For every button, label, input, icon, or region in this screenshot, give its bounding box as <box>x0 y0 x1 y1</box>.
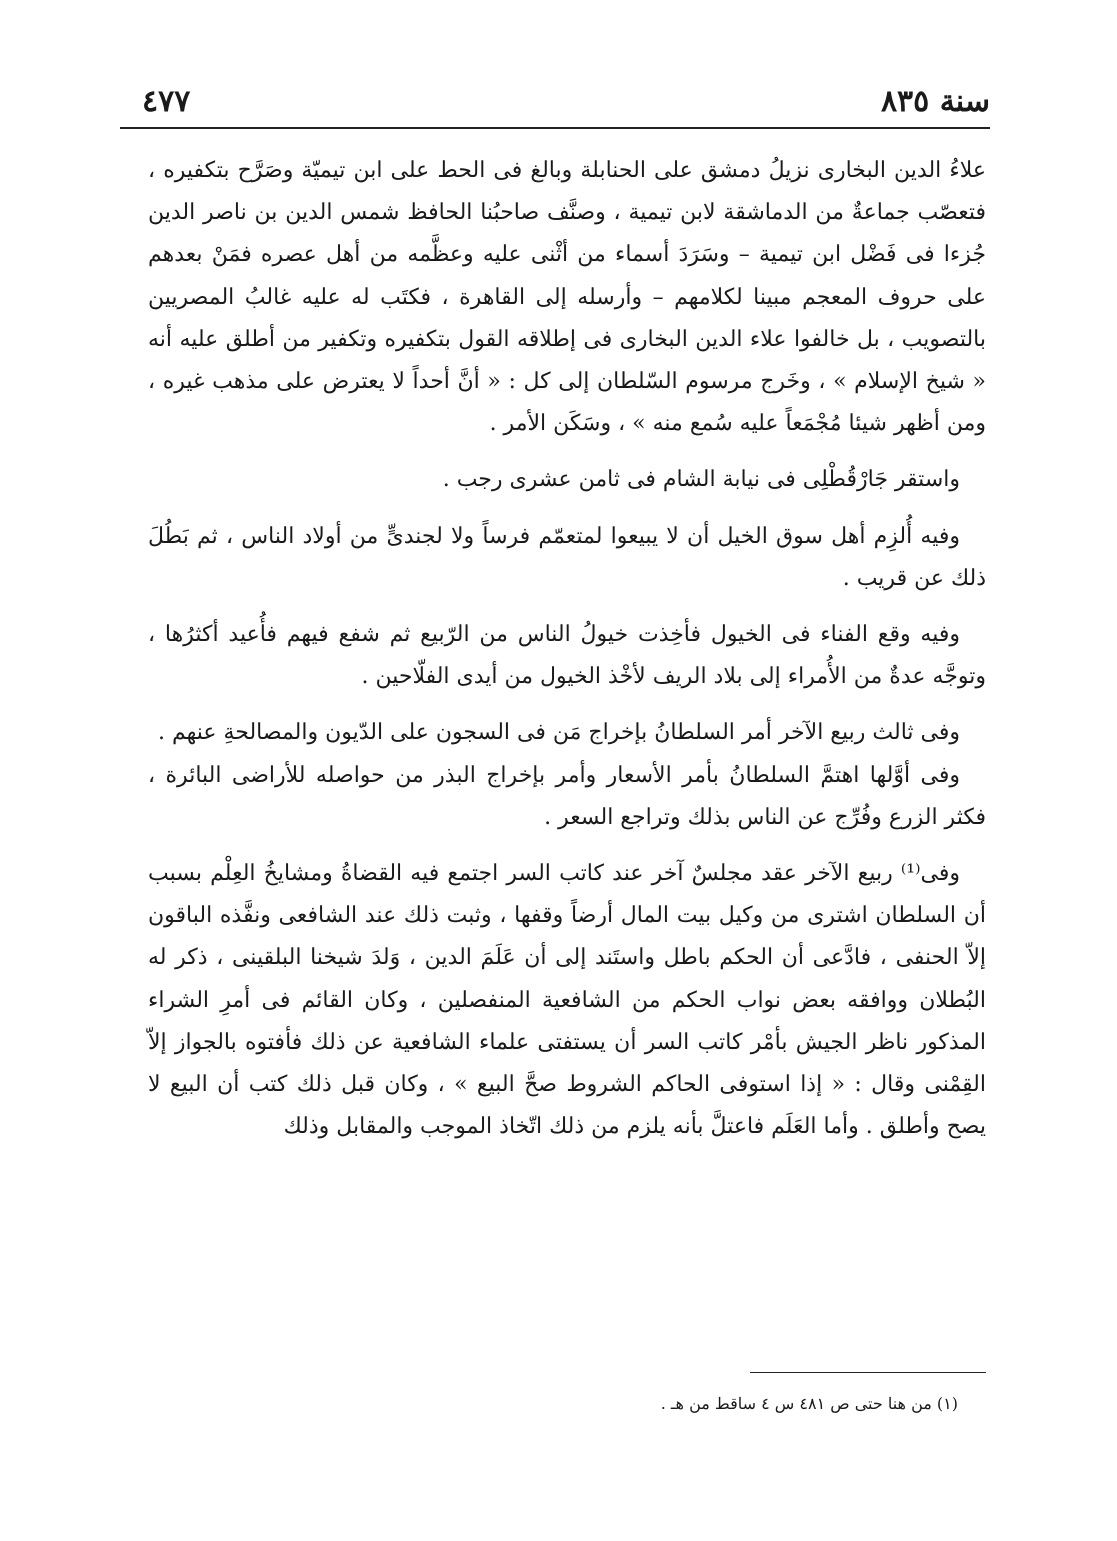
paragraph-6: وفى أوَّلها اهتمَّ السلطانُ بأمر الأسعار وأمر بإخراج البذر من حواصله للأراضى البائرة ، فكثر الزرع وفُرِّج عن الناس بذلك وتراجع السعر . <box>148 762 986 830</box>
footnote: (١) من هنا حتى ص ٤٨١ س ٤ ساقط من هـ . <box>660 1394 958 1413</box>
running-header <box>120 78 990 122</box>
paragraph-2: واستقر جَارْقُطْلِى فى نيابة الشام فى ثامن عشرى رجب . <box>442 467 960 493</box>
paragraph-4: وفيه وقع الفناء فى الخيول فأخِذت خيولُ الناس من الرّبيع ثم شفع فيهم فأُعيد أكثرُها ، وتوجَّه عدةٌ من الأُمراء إلى بلاد الريف لأخْذ الخيول من أيدى الفلّاحين . <box>148 622 986 690</box>
header-divider <box>120 127 990 129</box>
main-text <box>148 150 986 1148</box>
paragraph-1: علاءُ الدين البخارى نزيلُ دمشق على الحنابلة وبالغ فى الحط على ابن تيميّة وصَرَّح بتكفيره ، فتعصّب جماعةٌ من الدماشقة لابن تيمية ، وصنَّف صاحبُنا الحافظ شمس الدين بن ناصر الدين جُزءا فى فَضْل ابن تيمية – وسَرَدَ أسماء من أثْنى عليه وعظَّمه من أهل عصره فمَنْ بعدهم على حروف المعجم مبينا لكلامهم – وأرسله إلى القاهرة ، فكتَب له عليه غالبُ المصريين بالتصويب ، بل خالفوا علاء الدين البخارى فى إطلاقه القول بتكفيره وتكفير من أطلق عليه أنه « شيخ الإسلام » ، وخَرج مرسوم السّلطان إلى كل : « أنَّ أحداً لا يعترض على مذهب غيره ، ومن أظهر شيئا مُجْمَعاً عليه سُمع منه » ، وسَكَن الأمر . <box>148 158 986 437</box>
page-number: ٤٧٧ <box>142 84 191 119</box>
paragraph-7: وفى⁽¹⁾ ربيع الآخر عقد مجلسٌ آخر عند كاتب السر اجتمع فيه القضاةُ ومشايخُ العِلْم بسبب أن السلطان اشترى من وكيل بيت المال أرضاً وقفها ، وثبت ذلك عند الشافعى ونفَّذه الباقون إلاّ الحنفى ، فادَّعى أن الحكم باطل واستَند إلى أن عَلَمَ الدين ، وَلدَ شيخنا البلقينى ، ذكر له البُطلان ووافقه بعض نواب الحكم من الشافعية المنفصلين ، وكان القائم فى أمرِ الشراء المذكور ناظر الجيش بأمْر كاتب السر أن يستفتى علماء الشافعية عن ذلك فأفتوه بالجواز إلاّ القِمْنى وقال : « إذا استوفى الحاكم الشروط صحَّ البيع » ، وكان قبل ذلك كتب أن البيع لا يصح وأطلق . وأما العَلَم فاعتلَّ بأنه يلزم من ذلك اتّخاذ الموجب والمقابل وذلك <box>148 861 986 1140</box>
footnote-divider <box>750 1372 986 1373</box>
header-year: سنة ٨٣٥ <box>880 84 990 119</box>
paragraph-3: وفيه أُلزِم أهل سوق الخيل أن لا يبيعوا لمتعمّم فرساً ولا لجندىٍّ من أولاد الناس ، ثم بَطُلَ ذلك عن قريب . <box>148 523 986 591</box>
paragraph-5: وفى ثالث ربيع الآخر أمر السلطانُ بإخراج مَن فى السجون على الدّيون والمصالحةِ عنهم . <box>157 720 960 746</box>
